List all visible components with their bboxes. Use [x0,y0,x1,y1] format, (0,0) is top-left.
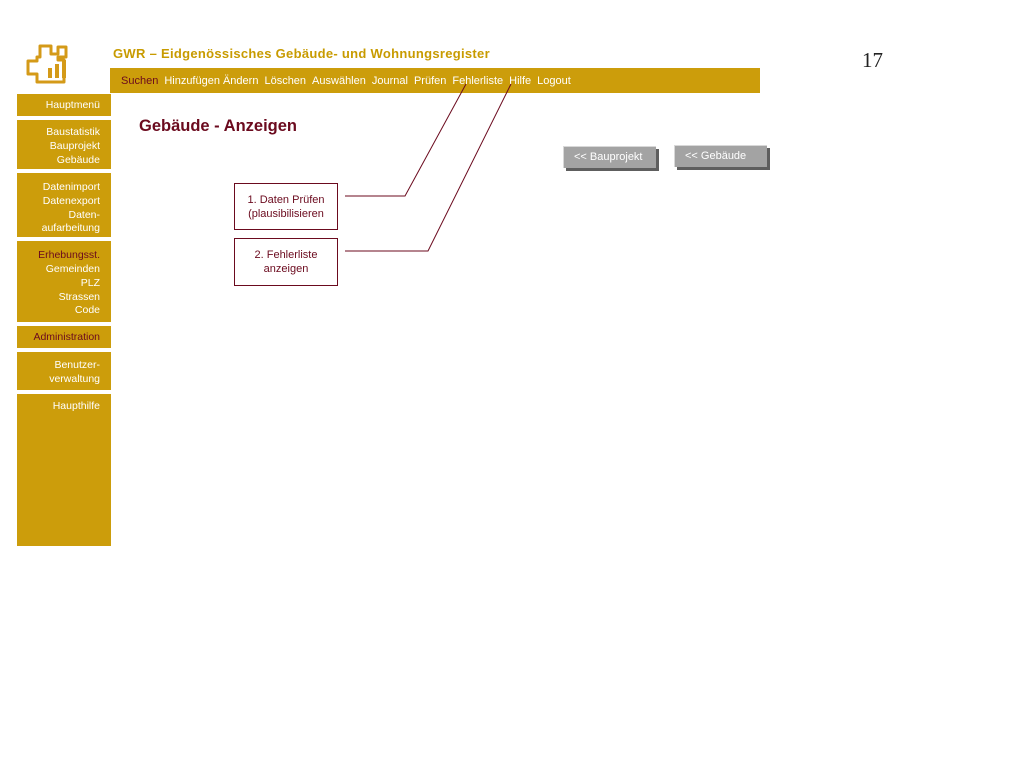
sidebar-item-bauprojekt[interactable]: Bauprojekt [49,140,100,152]
sidebar-divider [17,348,111,352]
sidebar-item-baustatistik[interactable]: Baustatistik [46,126,100,138]
sidebar-item-datenaufarbeitung-2[interactable]: aufarbeitung [41,222,100,234]
sidebar-item-datenexport[interactable]: Datenexport [42,195,100,207]
callout-step-1-line-2: (plausibilisieren [248,208,324,220]
callout-step-1 [234,183,338,230]
menu-item-hilfe[interactable]: Hilfe [509,74,532,87]
callout-step-2-line-1: 2. Fehlerliste [254,249,318,261]
sidebar-item-erhebungsstellen[interactable]: Erhebungsst. [38,249,100,261]
menu-item-logout[interactable]: Logout [537,74,571,87]
sidebar-divider [17,169,111,173]
sidebar-divider [17,390,111,394]
top-menu-bar [110,68,760,93]
callout-step-1-line-1: 1. Daten Prüfen [247,194,325,206]
sidebar-item-plz[interactable]: PLZ [80,277,100,289]
menu-item-journal[interactable]: Journal [371,74,408,87]
sidebar-item-strassen[interactable]: Strassen [58,291,100,303]
page-number: 17 [862,48,883,72]
callout-step-2-line-2: anzeigen [263,263,309,275]
gwr-logo-icon [26,44,74,84]
callout-step-2 [234,238,338,286]
menu-item-loeschen[interactable]: Löschen [264,74,307,87]
sidebar-item-datenaufarbeitung[interactable]: Daten- [68,209,100,221]
sidebar-divider [17,237,111,241]
sidebar [17,94,111,546]
menu-item-fehlerliste[interactable]: Fehlerliste [452,74,504,87]
sidebar-item-benutzerverwaltung-2[interactable]: verwaltung [49,373,100,385]
sidebar-item-gemeinden[interactable]: Gemeinden [45,263,100,275]
menu-item-pruefen[interactable]: Prüfen [413,74,447,87]
page-title: Gebäude - Anzeigen [139,117,297,135]
sidebar-item-datenimport[interactable]: Datenimport [42,181,100,193]
app-title: GWR – Eidgenössisches Gebäude- und Wohnungsregister [113,46,490,61]
menu-item-aendern[interactable]: Ändern [222,74,259,87]
sidebar-item-hauptmenue[interactable]: Hauptmenü [45,99,100,111]
sidebar-item-benutzerverwaltung[interactable]: Benutzer- [54,359,100,371]
back-to-bauprojekt-button[interactable]: << Bauprojekt [563,146,656,168]
sidebar-divider [17,322,111,326]
sidebar-item-code[interactable]: Code [74,304,100,316]
menu-item-hinzufuegen[interactable]: Hinzufügen [164,74,220,87]
back-to-gebaeude-button[interactable]: << Gebäude [674,145,767,167]
sidebar-item-haupthilfe[interactable]: Haupthilfe [52,400,100,412]
sidebar-item-administration[interactable]: Administration [33,331,100,343]
sidebar-divider [17,116,111,120]
sidebar-item-gebaeude[interactable]: Gebäude [56,154,100,166]
menu-item-auswaehlen[interactable]: Auswählen [312,74,366,87]
menu-item-suchen[interactable]: Suchen [121,74,159,87]
